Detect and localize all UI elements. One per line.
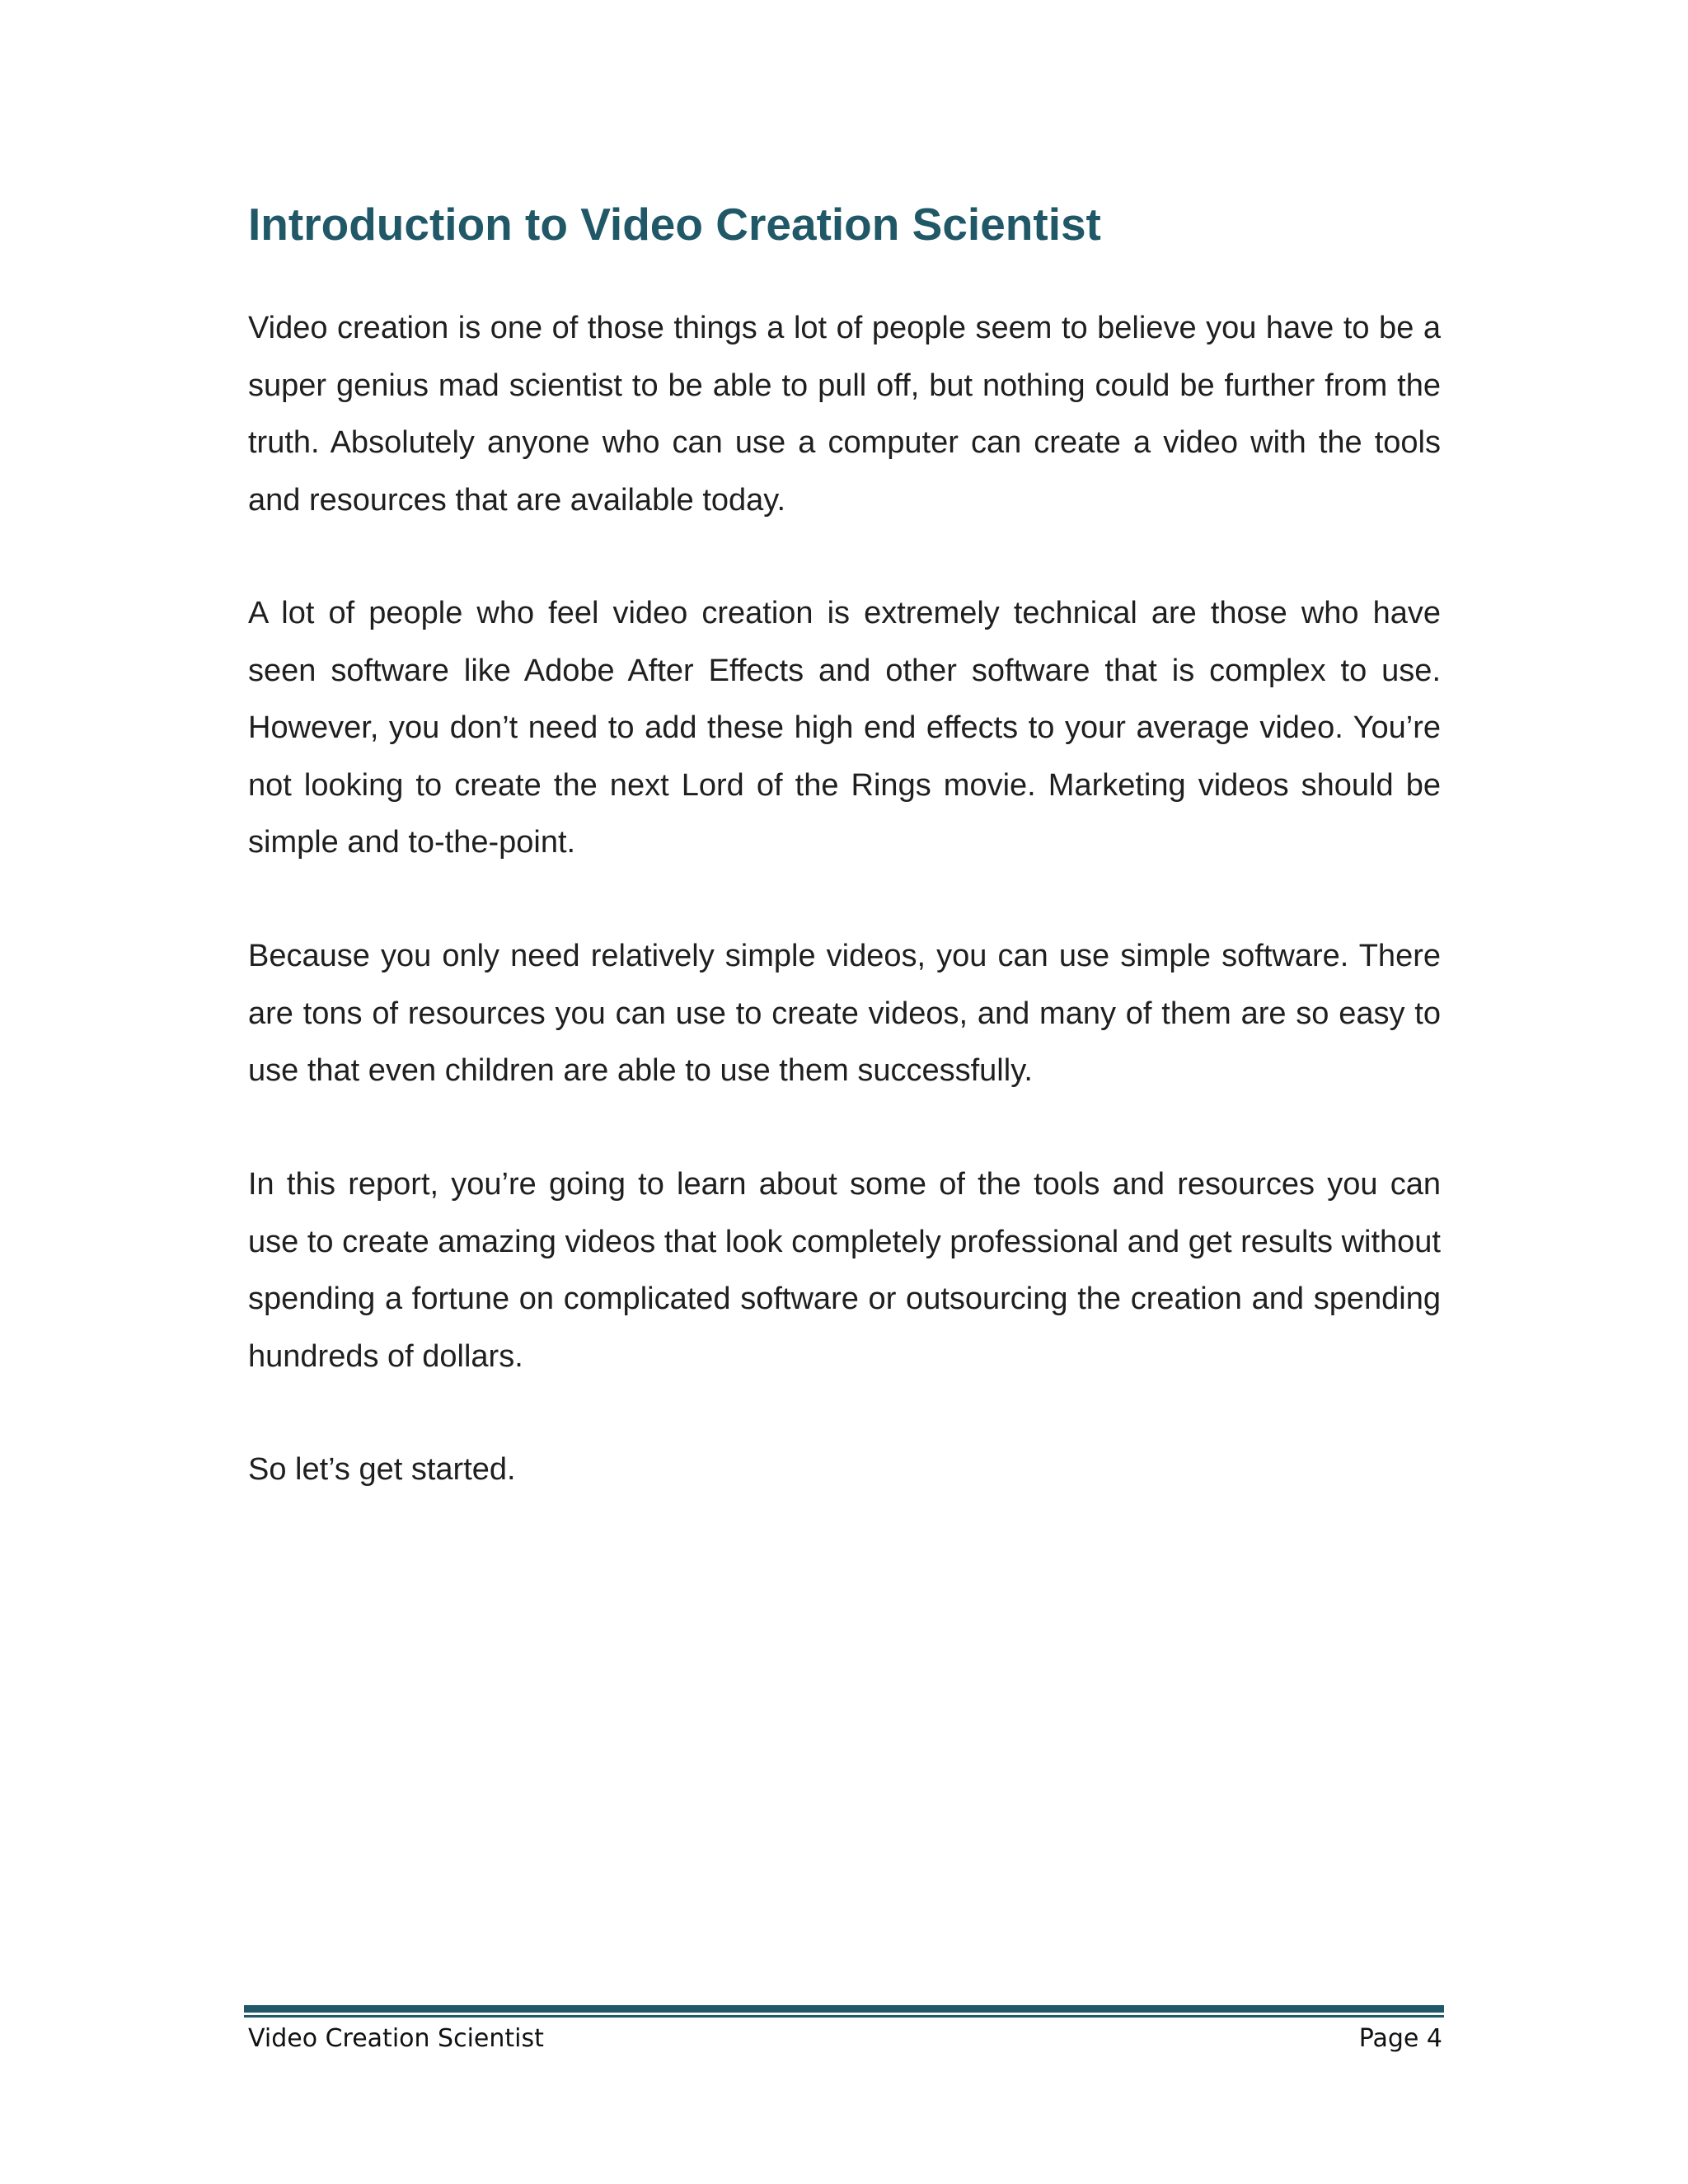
body-paragraph-2: A lot of people who feel video creation is extremely technical are those who have seen software like Adobe After Effects and other software that is complex to use. However, you don’t need to add these high end effects to your average video. You’re not looking to create the next Lord of the Rings movie. Marketing videos should be simple and to-the-point. [248, 596, 1441, 860]
footer-page-number: Page 4 [1358, 2024, 1442, 2053]
footer-divider-thin [244, 2015, 1444, 2018]
footer-divider-thick [244, 2005, 1444, 2013]
page-title: Introduction to Video Creation Scientist [248, 199, 1101, 250]
body-paragraph-3: Because you only need relatively simple videos, you can use simple software. There are tons of resources you can use to create videos, and many of them are so easy to use that even children are able to use them successfully. [248, 939, 1441, 1088]
body-paragraph-4: In this report, you’re going to learn about some of the tools and resources you can use to create amazing videos that look completely professional and get results without spending a fortune on complicated software or outsourcing the creation and spending hundreds of dollars. [248, 1167, 1441, 1374]
body-paragraph-5: So let’s get started. [248, 1452, 516, 1487]
footer-document-title: Video Creation Scientist [248, 2024, 544, 2053]
body-paragraph-1: Video creation is one of those things a lot of people seem to believe you have to be a super genius mad scientist to be able to pull off, but nothing could be further from the truth. Absolutely anyone who can use a computer can create a video with the tools and resources that are available today. [248, 311, 1441, 518]
